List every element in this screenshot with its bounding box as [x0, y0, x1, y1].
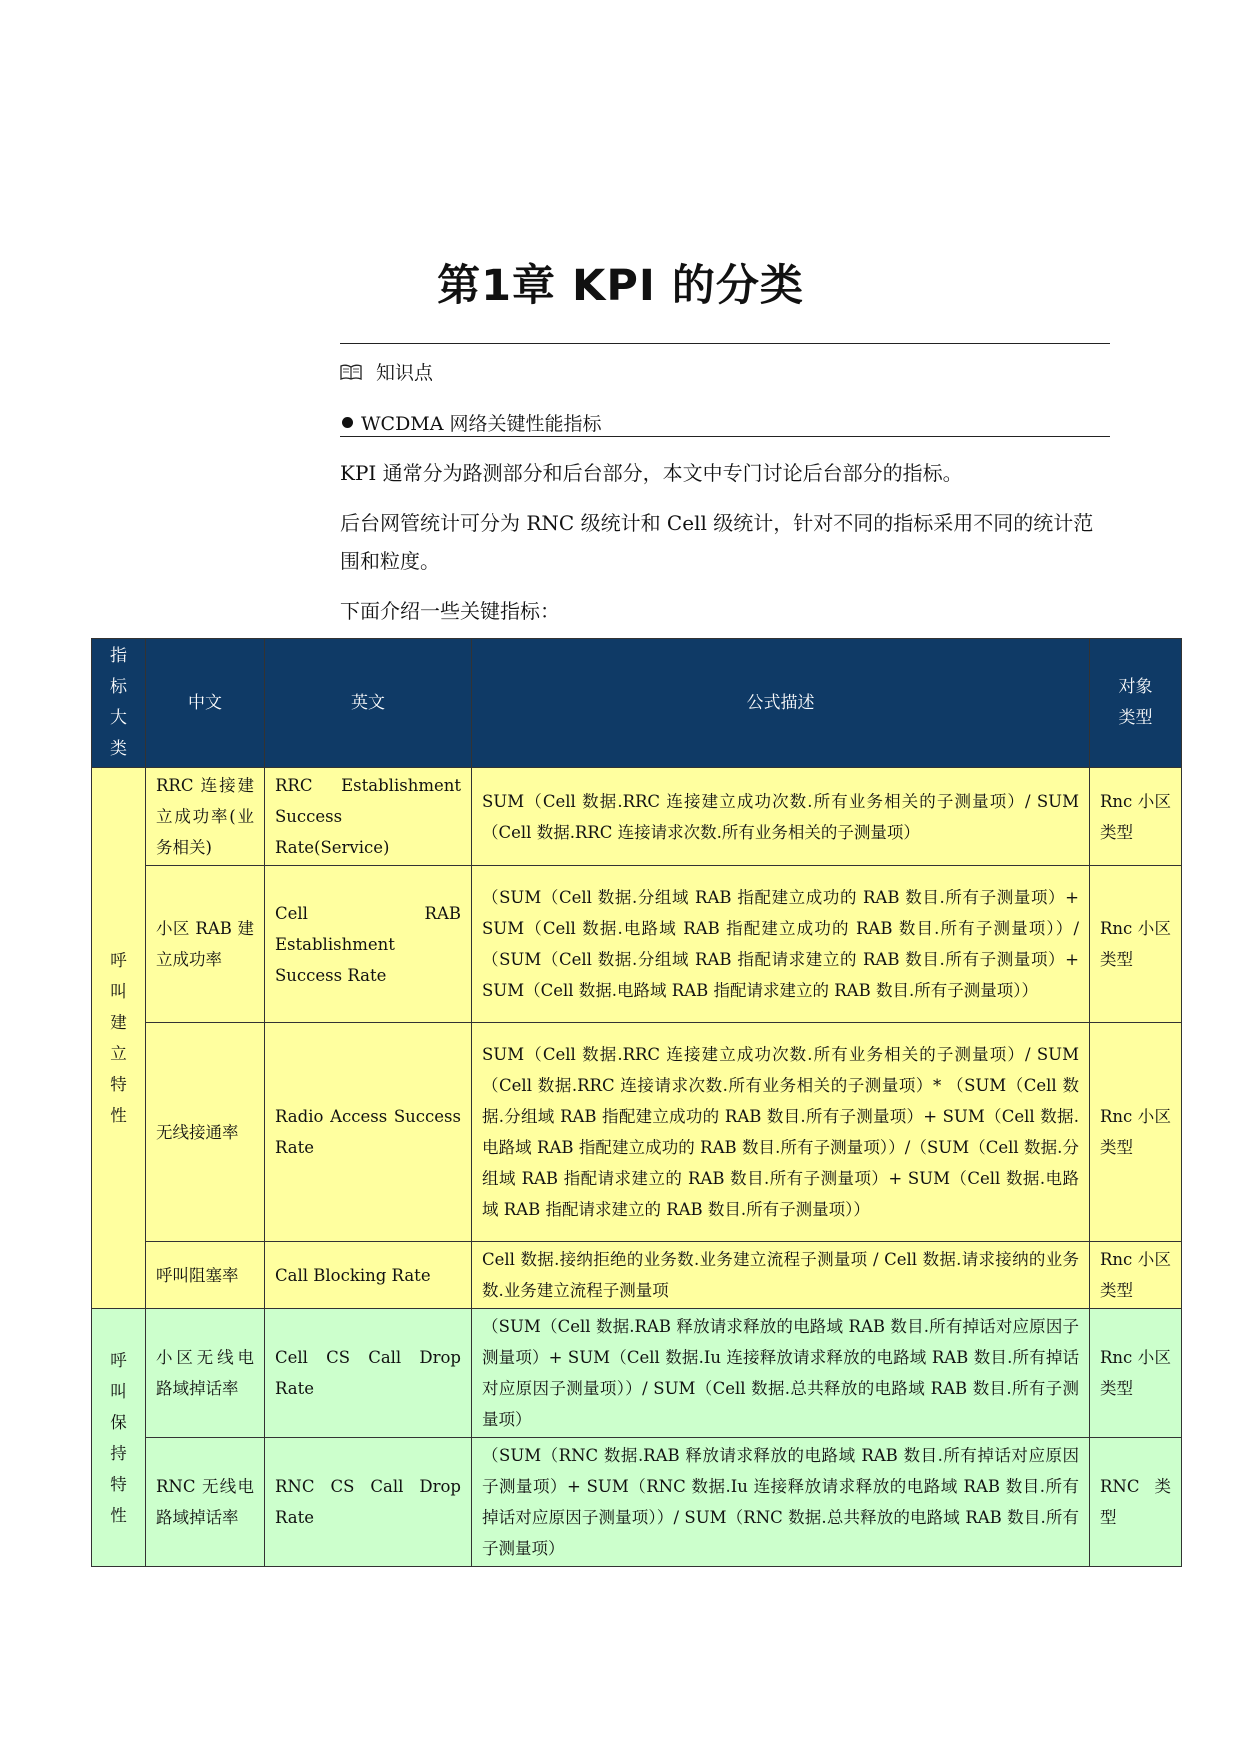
bullet-dot-icon	[342, 417, 353, 428]
cell-chinese: 小区无线电路域掉话率	[146, 1309, 265, 1438]
header-object-type: 对象类型	[1090, 639, 1182, 768]
table-row	[92, 1242, 1182, 1309]
cell-object-type: Rnc 小区类型	[1090, 1242, 1182, 1309]
cell-chinese: 小区 RAB 建立成功率	[146, 866, 265, 1023]
cell-chinese: RRC 连接建立成功率(业务相关)	[146, 768, 265, 866]
knowledge-heading	[340, 358, 433, 385]
header-chinese: 中文	[146, 639, 265, 768]
header-category: 指标大类	[92, 639, 146, 768]
cell-formula: （SUM（RNC 数据.RAB 释放请求释放的电路域 RAB 数目.所有掉话对应原因子测量项）+ SUM（RNC 数据.Iu 连接释放请求释放的电路域 RAB 数目.所有掉话对应原因子测量项））/ SUM（RNC 数据.总共释放的电路域 RAB 数目.所有子测量项）	[472, 1438, 1090, 1567]
cell-english: Cell CS Call Drop Rate	[265, 1309, 472, 1438]
cell-formula: SUM（Cell 数据.RRC 连接建立成功次数.所有业务相关的子测量项）/ SUM（Cell 数据.RRC 连接请求次数.所有业务相关的子测量项）* （SUM（Cell 数据.分组域 RAB 指配建立成功的 RAB 数目.所有子测量项）+ SUM（Cell 数据.电路域 RAB 指配建立成功的 RAB 数目.所有子测量项））/（SUM（Cell 数据.分组域 RAB 指配请求建立的 RAB 数目.所有子测量项）+ SUM（Cell 数据.电路域 RAB 指配请求建立的 RAB 数目.所有子测量项））	[472, 1023, 1090, 1242]
cell-formula: （SUM（Cell 数据.RAB 释放请求释放的电路域 RAB 数目.所有掉话对应原因子测量项）+ SUM（Cell 数据.Iu 连接释放请求释放的电路域 RAB 数目.所有掉话对应原因子测量项））/ SUM（Cell 数据.总共释放的电路域 RAB 数目.所有子测量项）	[472, 1309, 1090, 1438]
paragraph-2: 后台网管统计可分为 RNC 级统计和 Cell 级统计，针对不同的指标采用不同的统计范围和粒度。	[340, 511, 1094, 573]
cell-english: Call Blocking Rate	[265, 1242, 472, 1309]
kpi-table	[91, 638, 1182, 1567]
bullet-item	[342, 409, 602, 436]
knowledge-heading-label: 知识点	[376, 362, 434, 384]
cell-chinese: RNC 无线电路域掉话率	[146, 1438, 265, 1567]
cell-english: RNC CS Call Drop Rate	[265, 1438, 472, 1567]
cell-english: RRC Establishment Success Rate(Service)	[265, 768, 472, 866]
cell-object-type: Rnc 小区类型	[1090, 1023, 1182, 1242]
top-divider	[340, 343, 1110, 344]
cell-chinese: 无线接通率	[146, 1023, 265, 1242]
book-icon	[340, 364, 362, 380]
table-row	[92, 1438, 1182, 1567]
cell-english: Radio Access Success Rate	[265, 1023, 472, 1242]
category-cell-retention: 呼叫保持特性	[92, 1309, 146, 1567]
table-row	[92, 1023, 1182, 1242]
table-row	[92, 866, 1182, 1023]
header-formula: 公式描述	[472, 639, 1090, 768]
category-cell-setup: 呼叫建立特性	[92, 768, 146, 1309]
header-english: 英文	[265, 639, 472, 768]
chapter-title: 第1章 KPI 的分类	[437, 261, 804, 311]
cell-formula: （SUM（Cell 数据.分组域 RAB 指配建立成功的 RAB 数目.所有子测量项）+ SUM（Cell 数据.电路域 RAB 指配建立成功的 RAB 数目.所有子测量项））/（SUM（Cell 数据.分组域 RAB 指配请求建立的 RAB 数目.所有子测量项）+ SUM（Cell 数据.电路域 RAB 指配请求建立的 RAB 数目.所有子测量项））	[472, 866, 1090, 1023]
bullet-divider	[340, 436, 1110, 437]
paragraph-3: 下面介绍一些关键指标：	[340, 599, 560, 623]
cell-english: Cell RAB Establishment Success Rate	[265, 866, 472, 1023]
cell-object-type: Rnc 小区类型	[1090, 768, 1182, 866]
cell-chinese: 呼叫阻塞率	[146, 1242, 265, 1309]
cell-object-type: RNC 类型	[1090, 1438, 1182, 1567]
cell-object-type: Rnc 小区类型	[1090, 1309, 1182, 1438]
cell-object-type: Rnc 小区类型	[1090, 866, 1182, 1023]
paragraph-1: KPI 通常分为路测部分和后台部分，本文中专门讨论后台部分的指标。	[340, 461, 963, 485]
bullet-text: WCDMA 网络关键性能指标	[361, 413, 602, 435]
cell-formula: SUM（Cell 数据.RRC 连接建立成功次数.所有业务相关的子测量项）/ SUM（Cell 数据.RRC 连接请求次数.所有业务相关的子测量项）	[472, 768, 1090, 866]
table-header-row	[92, 639, 1182, 768]
cell-formula: Cell 数据.接纳拒绝的业务数.业务建立流程子测量项 / Cell 数据.请求接纳的业务数.业务建立流程子测量项	[472, 1242, 1090, 1309]
table-row	[92, 768, 1182, 866]
table-row	[92, 1309, 1182, 1438]
